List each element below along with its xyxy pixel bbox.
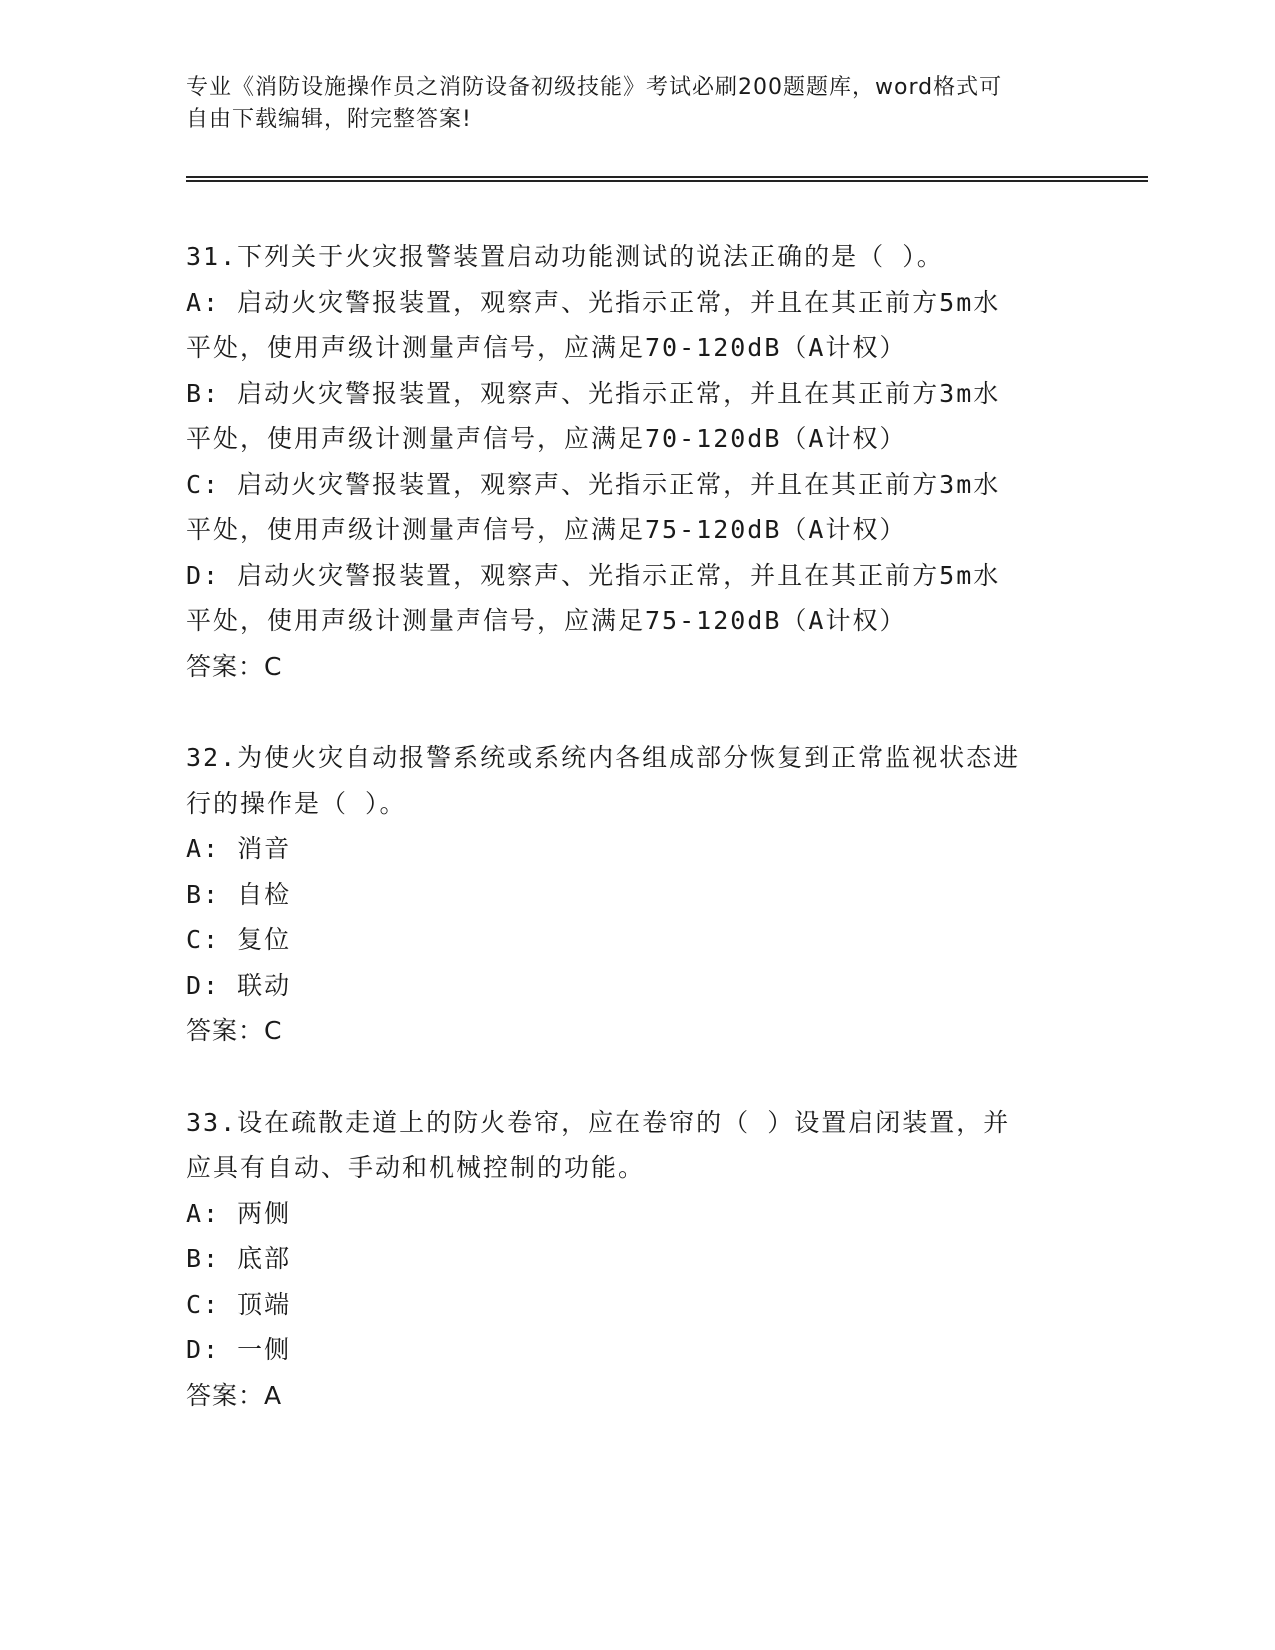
question-31 (186, 234, 1086, 689)
question-32 (186, 735, 1086, 1054)
question-stem-continued: 应具有自动、手动和机械控制的功能。 (186, 1153, 646, 1182)
header-divider (186, 176, 1148, 182)
question-list (186, 234, 1086, 1464)
option-c: C: 顶端 (186, 1289, 292, 1319)
option-b-continued: 平处，使用声级计测量声信号，应满足70-120dB（A计权） (186, 424, 907, 453)
document-header (186, 72, 1086, 136)
option-a: A: 消音 (186, 834, 292, 863)
question-stem-continued: 行的操作是（ ）。 (186, 788, 407, 818)
option-c-continued: 平处，使用声级计测量声信号，应满足75-120dB（A计权） (186, 515, 907, 544)
question-stem: 32.为使火灾自动报警系统或系统内各组成部分恢复到正常监视状态进 (186, 743, 1021, 772)
option-d: D: 一侧 (186, 1335, 292, 1364)
question-stem: 33.设在疏散走道上的防火卷帘，应在卷帘的（ ）设置启闭装置，并 (186, 1107, 1011, 1137)
option-d-continued: 平处，使用声级计测量声信号，应满足75-120dB（A计权） (186, 606, 907, 635)
option-a: A: 两侧 (186, 1198, 292, 1228)
question-33 (186, 1100, 1086, 1419)
option-b: B: 启动火灾警报装置，观察声、光指示正常，并且在其正前方3m水 (186, 378, 1001, 408)
option-c: C: 启动火灾警报装置，观察声、光指示正常，并且在其正前方3m水 (186, 469, 1001, 499)
header-line-2: 自由下载编辑，附完整答案! (186, 107, 472, 132)
answer: 答案：C (186, 1016, 283, 1045)
answer: 答案：C (186, 651, 283, 681)
option-b: B: 底部 (186, 1244, 292, 1273)
answer: 答案：A (186, 1380, 283, 1410)
option-b: B: 自检 (186, 879, 292, 909)
option-d: D: 联动 (186, 970, 292, 1000)
option-a-continued: 平处，使用声级计测量声信号，应满足70-120dB（A计权） (186, 333, 907, 362)
question-stem: 31.下列关于火灾报警装置启动功能测试的说法正确的是（ ）。 (186, 242, 944, 271)
option-d: D: 启动火灾警报装置，观察声、光指示正常，并且在其正前方5m水 (186, 560, 1001, 590)
option-a: A: 启动火灾警报装置，观察声、光指示正常，并且在其正前方5m水 (186, 287, 1001, 317)
header-line-1: 专业《消防设施操作员之消防设备初级技能》考试必刷200题题库，word格式可 (186, 75, 1003, 100)
option-c: C: 复位 (186, 925, 292, 954)
